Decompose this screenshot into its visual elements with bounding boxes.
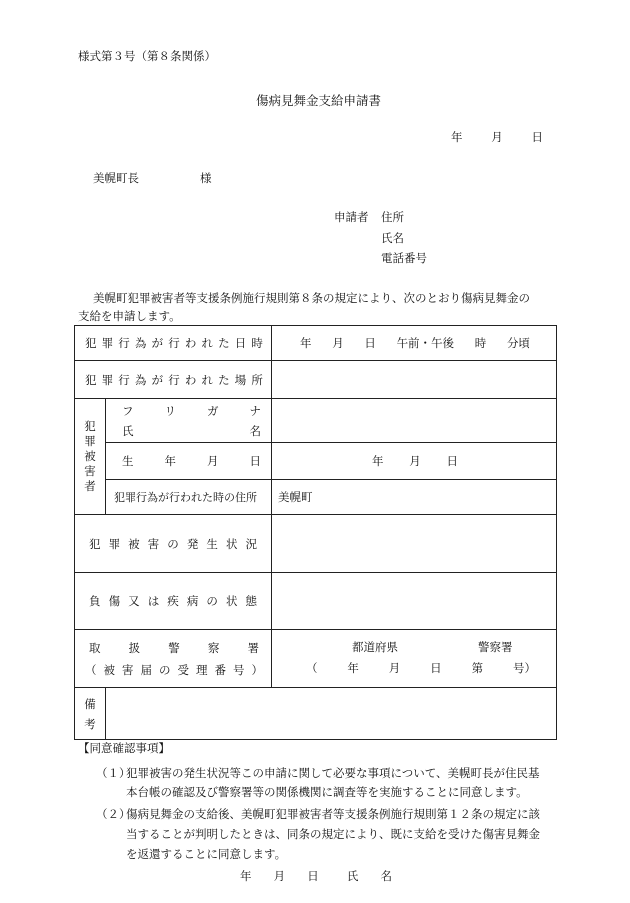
damage-status-field[interactable] [272, 515, 557, 573]
birthdate-field[interactable]: 年 月 日 [272, 443, 557, 480]
date-line [451, 129, 543, 145]
row-crime-datetime [75, 326, 557, 361]
crime-year: 年 [300, 336, 312, 350]
row-victim-name [75, 399, 557, 443]
police-station-label: 警察署 [478, 639, 513, 654]
row-victim-address [75, 480, 557, 515]
crime-datetime-field[interactable] [272, 326, 557, 361]
name-label: 氏 名 [122, 423, 261, 438]
row-crime-place [75, 361, 557, 399]
victim-group-label: 犯 罪 被 害 者 [75, 399, 106, 515]
injury-status-label: 負 傷 又 は 疾 病 の 状 態 [75, 573, 272, 630]
victim-name-label [106, 399, 272, 443]
crime-place-field[interactable] [272, 361, 557, 399]
intro-text-line2: 支給を申請します。 [78, 309, 181, 323]
applicant-name-label: 氏名 [381, 231, 404, 245]
consent-item1-line2: 本台帳の確認及び警察署等の関係機関に調査等を実施することに同意します。 [126, 785, 528, 799]
prefecture-label: 都道府県 [352, 639, 398, 654]
day-label: 日 [531, 130, 543, 144]
consent-item2-line2: 当することが判明したときは、同条の規定により、既に支給を受けた傷害見舞金 [126, 827, 540, 841]
applicant-address-label: 住所 [381, 210, 404, 224]
police-label: 取 扱 警 察 署 （ 被 害 届 の 受 理 番 号 ） [75, 630, 272, 688]
consent-item2-line3: を返還することに同意します。 [126, 847, 287, 861]
page-title: 傷病見舞金支給申請書 [256, 93, 382, 108]
receipt-number-line: （ 年 月 日 第 号） [306, 660, 536, 675]
row-damage-status [75, 515, 557, 573]
year-label: 年 [451, 130, 463, 144]
applicant-phone-label: 電話番号 [381, 251, 427, 265]
consent-item2-number: （２） [96, 807, 131, 821]
month-label: 月 [491, 130, 503, 144]
crime-month: 月 [332, 336, 344, 350]
consent-item2-line1: 傷病見舞金の支給後、美幌町犯罪被害者等支援条例施行規則第１２条の規定に該 [126, 807, 540, 821]
crime-datetime-label: 犯 罪 行 為 が 行 わ れ た 日 時 [75, 326, 272, 361]
application-form-table [74, 325, 557, 740]
furigana-label: フ リ ガ ナ [122, 403, 261, 418]
signature-line: 年 月 日 氏 名 [240, 869, 392, 883]
crime-place-label: 犯 罪 行 為 が 行 わ れ た 場 所 [75, 361, 272, 399]
applicant-label: 申請者 [334, 210, 369, 224]
consent-heading: 【同意確認事項】 [78, 741, 170, 755]
consent-item1-line1: 犯罪被害の発生状況等この申請に関して必要な事項について、美幌町長が住民基 [126, 766, 540, 780]
damage-status-label: 犯 罪 被 害 の 発 生 状 況 [75, 515, 272, 573]
crime-hour: 時 [474, 336, 487, 350]
injury-status-field[interactable] [272, 573, 557, 630]
row-victim-birthdate [75, 443, 557, 480]
row-injury-status [75, 573, 557, 630]
remarks-field[interactable] [106, 688, 557, 740]
police-field[interactable] [272, 630, 557, 688]
victim-name-field[interactable] [272, 399, 557, 443]
row-remarks [75, 688, 557, 740]
addressee-honorific: 様 [200, 171, 212, 185]
row-police [75, 630, 557, 688]
crime-day: 日 [364, 336, 376, 350]
birthdate-label: 生 年 月 日 [106, 443, 272, 480]
addressee-name: 美幌町長 [93, 171, 139, 185]
crime-am-pm: 午前・午後 [396, 336, 455, 350]
intro-text-line1: 美幌町犯罪被害者等支援条例施行規則第８条の規定により、次のとおり傷病見舞金の [93, 291, 530, 305]
victim-address-label: 犯罪行為が行われた時の住所 [106, 480, 272, 515]
form-number: 様式第３号（第８条関係） [78, 49, 216, 63]
crime-minute: 分頃 [506, 336, 530, 350]
victim-address-field[interactable]: 美幌町 [272, 480, 557, 515]
remarks-label: 備 考 [75, 688, 106, 740]
consent-item1-number: （１） [96, 766, 131, 780]
